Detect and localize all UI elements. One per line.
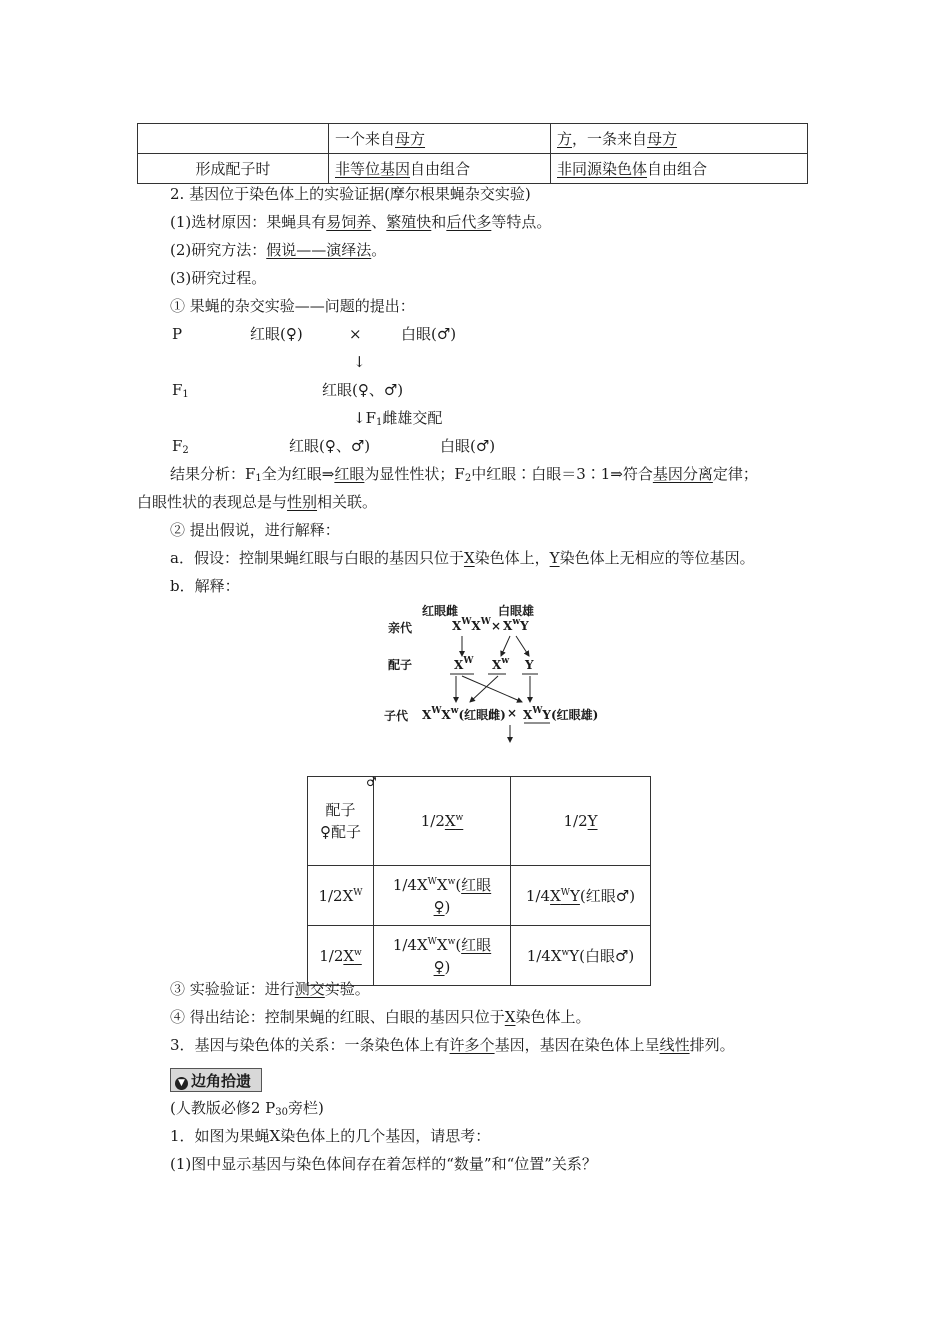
diagram-label-gamete: 配子 <box>388 658 413 672</box>
cross-p-label: P <box>172 325 183 343</box>
result-analysis-cont: 白眼性状的表现总是与性别相关联。 <box>137 493 378 511</box>
diagram-parent-female: $X^WX^W$ <box>452 617 491 633</box>
hypothesis: a．假设：控制果蝇红眼与白眼的基因只位于X染色体上，Y染色体上无相应的等位基因。 <box>170 549 755 567</box>
cross-f1-value: 红眼(♀、♂) <box>322 381 404 399</box>
section-tag: ▼ 边角拾遗 <box>170 1068 262 1092</box>
inheritance-diagram <box>382 602 622 748</box>
cross-f1-label: $F_1$ <box>172 381 189 400</box>
paragraph-material-reason: (1)选材原因：果蝇具有易饲养、繁殖快和后代多等特点。 <box>170 213 552 231</box>
gene-chromosome-relation: 3．基因与染色体的关系：一条染色体上有许多个基因，基因在染色体上呈线性排列。 <box>170 1036 735 1054</box>
cross-f2-red: 红眼(♀、♂) <box>289 437 371 455</box>
table-cell: $1/2X^W$ <box>308 866 374 926</box>
comparison-table <box>137 123 808 184</box>
cross-times: × <box>349 325 362 343</box>
table-row <box>308 777 651 866</box>
table-row <box>308 926 651 986</box>
diagram-header-female: 红眼雌 <box>422 604 459 618</box>
table-cell: $1/4X^WX^w$(红眼 ♀) <box>374 926 511 986</box>
table-cell: 一个来自母方 <box>329 124 551 154</box>
diagram-times: × <box>491 619 502 633</box>
table-header-cell: 1/2Y <box>511 777 651 866</box>
result-analysis: 结果分析：$F_1$全为红眼⇒红眼为显性性状；$F_2$中红眼∶白眼＝3∶1⇒符合基因分离定律； <box>170 465 758 484</box>
diagram-label-parent: 亲代 <box>388 621 413 635</box>
diagram-gamete-1: $X^W$ <box>454 656 474 672</box>
paragraph-process: (3)研究过程。 <box>170 269 267 287</box>
table-row <box>308 866 651 926</box>
chevron-down-icon: ▼ <box>175 1077 188 1090</box>
diagram-gamete-3: Y <box>525 658 534 672</box>
table-cell: 非同源染色体自由组合 <box>551 154 808 184</box>
section-title: 2. 基因位于染色体上的实验证据(摩尔根果蝇杂交实验) <box>170 185 531 203</box>
diagram-child-male: $X^WY$(红眼雄) <box>523 706 599 722</box>
punnett-table <box>307 776 651 986</box>
diagram-child-female: $X^WX^w$(红眼雌) <box>422 706 506 722</box>
paragraph-method: (2)研究方法：假说——演绎法。 <box>170 241 387 259</box>
diagram-label-child: 子代 <box>384 709 409 723</box>
verification: ③ 实验验证：进行测交实验。 <box>170 980 370 998</box>
diagram-parent-male: $X^wY$ <box>503 617 529 633</box>
table-row <box>138 124 808 154</box>
conclusion: ④ 得出结论：控制果蝇的红眼、白眼的基因只位于X染色体上。 <box>170 1008 591 1026</box>
step-two-heading: ② 提出假说，进行解释： <box>170 521 340 539</box>
table-header-cell: $1/2X^w$ <box>374 777 511 866</box>
table-cell: 形成配子时 <box>138 154 329 184</box>
table-cell: 非等位基因自由组合 <box>329 154 551 184</box>
diagram-child-times: × <box>507 706 518 720</box>
cross-arrow: ↓ <box>353 353 366 371</box>
table-cell: $1/4X^WX^w$(红眼 ♀) <box>374 866 511 926</box>
cross-p-male: 白眼(♂) <box>401 325 457 343</box>
cross-f2-white: 白眼(♂) <box>440 437 496 455</box>
table-cell <box>138 124 329 154</box>
table-header-cell: ♂ 配子 ♀配子 <box>308 777 374 866</box>
cross-p-female: 红眼(♀) <box>250 325 303 343</box>
male-symbol: ♂ <box>366 775 377 789</box>
table-cell: $1/4X^wY$(白眼♂) <box>511 926 651 986</box>
question-one: 1．如图为果蝇X染色体上的几个基因，请思考： <box>170 1127 491 1145</box>
cross-f1-mating: $↓F_1$雌雄交配 <box>353 409 443 428</box>
table-cell: $1/4X^WY$(红眼♂) <box>511 866 651 926</box>
diagram-arrows <box>382 602 622 748</box>
cross-f2-label: $F_2$ <box>172 437 189 456</box>
table-cell: $1/2X^w$ <box>308 926 374 986</box>
diagram-gamete-2: $X^w$ <box>492 656 510 672</box>
question-one-part-one: (1)图中显示基因与染色体间存在着怎样的“数量”和“位置”关系？ <box>170 1155 597 1173</box>
table-row <box>138 154 808 184</box>
diagram-header-male: 白眼雄 <box>498 604 535 618</box>
table-cell: 方，一条来自母方 <box>551 124 808 154</box>
explanation-label: b．解释： <box>170 577 240 595</box>
source-note: (人教版必修2 $P_{30}$旁栏) <box>170 1099 324 1118</box>
step-one-heading: ① 果蝇的杂交实验——问题的提出： <box>170 297 415 315</box>
